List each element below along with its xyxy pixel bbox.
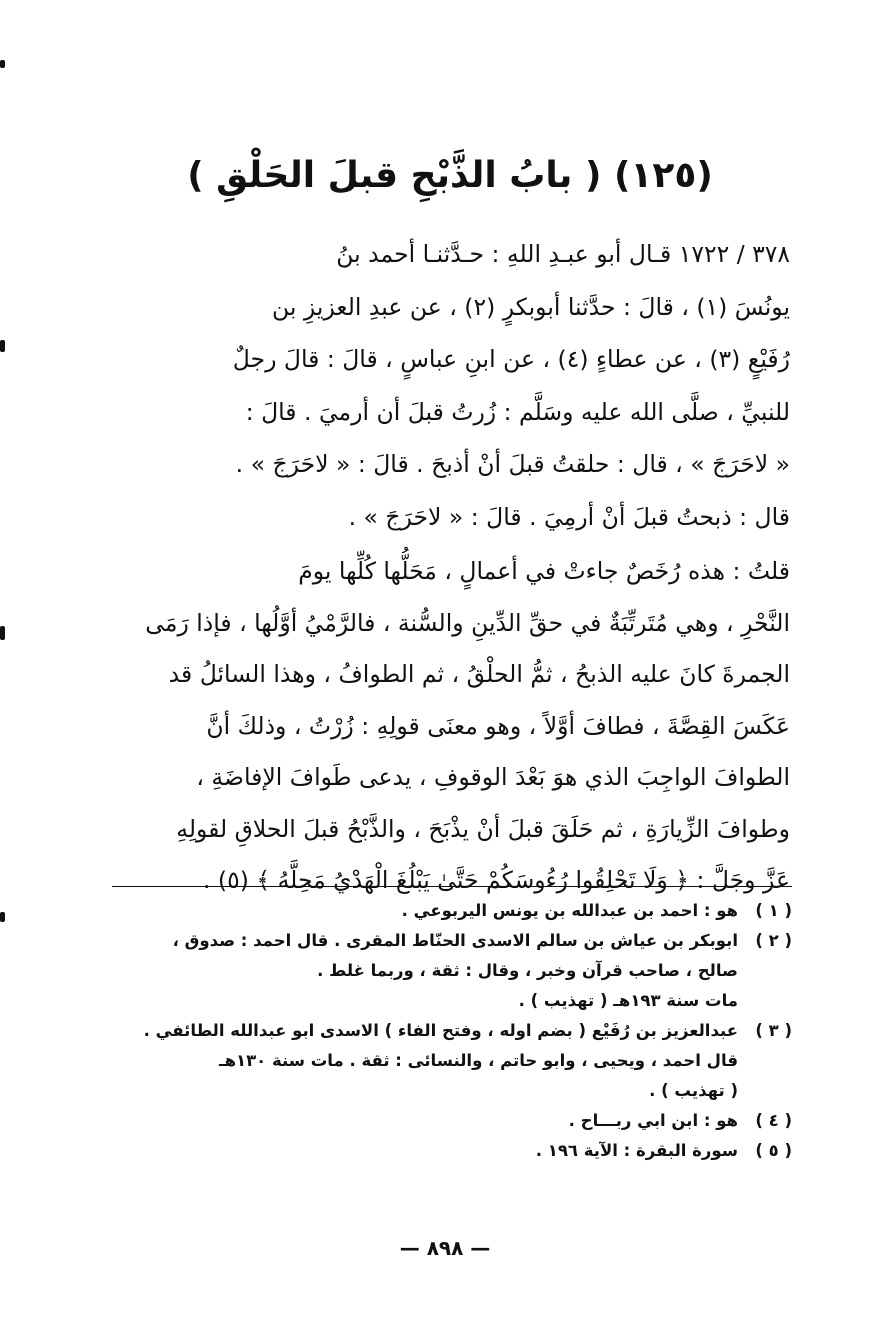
footnote-4 [112, 1106, 792, 1136]
footnote-text [112, 1016, 738, 1106]
footnote-number: ( ٣ ) [755, 1021, 792, 1040]
hadith-line: « لاحَرَجَ » ، قال : حلقتُ قبلَ أنْ أذبحَ . قالَ : « لاحَرَجَ » . [235, 450, 790, 478]
footnote-line: هو : ابن ابي ربـــاح . [568, 1111, 738, 1130]
footnote-line: عبدالعزيز بن رُفَيْع ( بضم اوله ، وفتح الفاء ) الاسدى ابو عبدالله الطائفي . [143, 1021, 738, 1040]
footnote-number: ( ٤ ) [755, 1111, 792, 1130]
hadith-line: رُفَيْعٍ (٣) ، عن عطاءٍ (٤) ، عن ابنِ عباسٍ ، قالَ : قالَ رجلٌ [232, 345, 790, 373]
footnotes [112, 896, 792, 1166]
footnote-text [112, 926, 738, 1016]
scan-edge-mark [0, 626, 5, 640]
commentary-line: عَزَّ وجَلَّ : ﴿ وَلَا تَحْلِقُوا رُءُوسَكُمْ حَتَّىٰ يَبْلُغَ الْهَدْيُ مَحِلَّهُ ﴾ (٥) . [202, 866, 790, 894]
footnote-line: صالح ، صاحب قرآن وخبر ، وقال : ثقة ، وربما غلط . [317, 961, 738, 980]
footnote-text [112, 1136, 738, 1166]
commentary-line: الطوافَ الواجِبَ الذي هوَ بَعْدَ الوقوفِ ، يدعى طَوافَ الإفاضَةِ ، [196, 763, 790, 791]
hadith-line: يونُسَ (١) ، قالَ : حدَّثنا أبوبكرٍ (٢) ، عن عبدِ العزيزِ بن [272, 292, 790, 321]
footnote-text [112, 1106, 738, 1136]
page-number: — ٨٩٨ — [399, 1236, 491, 1260]
footnote-line: ابوبكر بن عياش بن سالم الاسدى الحنّاط المقرى . قال احمد : صدوق ، [172, 931, 738, 950]
hadith-line: ٣٧٨ / ١٧٢٢ قـال أبو عبـدِ اللهِ : حـدَّثنـا أحمد بنُ [336, 240, 790, 268]
chapter-title: (١٢٥) ( بابُ الذَّبْحِ قبلَ الحَلْقِ ) [187, 155, 713, 196]
scan-edge-mark [0, 340, 5, 352]
footnote-line: مات سنة ١٩٣هـ ( تهذيب ) . [518, 991, 738, 1010]
footnote-line: سورة البقرة : الآية ١٩٦ . [535, 1141, 738, 1160]
hadith-line: قال : ذبحتُ قبلَ أنْ أرمِيَ . قالَ : « لاحَرَجَ » . [348, 502, 790, 531]
footnote-line: هو : احمد بن عبدالله بن يونس اليربوعي . [401, 901, 738, 920]
footnote-separator [112, 886, 792, 887]
scan-edge-mark [0, 60, 5, 68]
footnote-line: قال احمد ، ويحيى ، وابو حاتم ، والنسائى : ثقة . مات سنة ١٣٠هـ [218, 1051, 738, 1070]
commentary-text [112, 546, 790, 907]
footnote-2 [112, 926, 792, 1016]
commentary-line: النَّحْرِ ، وهي مُتَرتِّبَةٌ في حقِّ الدِّينِ والسُّنة ، فالرَّمْيُ أوَّلُها ، فإذا رَمَى [145, 608, 790, 637]
commentary-line: عَكَسَ القِصَّةَ ، فطافَ أوَّلاً ، وهو معنَى قولِهِ : زُرْتُ ، وذلكَ أنَّ [206, 711, 790, 740]
hadith-line: للنبيِّ ، صلَّى الله عليه وسَلَّم : زُرتُ قبلَ أن أرميَ . قالَ : [245, 397, 790, 426]
footnote-3 [112, 1016, 792, 1106]
commentary-line: قلتُ : هذه رُخَصٌ جاءتْ في أعمالٍ ، مَحَلُّها كُلِّها يومَ [298, 557, 790, 585]
commentary-line: وطوافَ الزِّيارَةِ ، ثم حَلَقَ قبلَ أنْ يذْبَحَ ، والذَّبْحُ قبلَ الحلاقِ لقولِهِ [176, 814, 790, 843]
footnote-line: ( تهذيب ) . [649, 1081, 738, 1100]
commentary-line: الجمرةَ كانَ عليه الذبحُ ، ثمُّ الحلْقُ ، ثم الطوافُ ، وهذا السائلُ قد [168, 660, 790, 688]
hadith-text [112, 228, 790, 543]
footnote-number: ( ٢ ) [755, 931, 792, 950]
footnote-1 [112, 896, 792, 926]
footnote-number: ( ١ ) [755, 901, 792, 920]
footnote-text [112, 896, 738, 926]
scan-edge-mark [0, 912, 5, 922]
footnote-number: ( ٥ ) [755, 1141, 792, 1160]
footnote-5 [112, 1136, 792, 1166]
